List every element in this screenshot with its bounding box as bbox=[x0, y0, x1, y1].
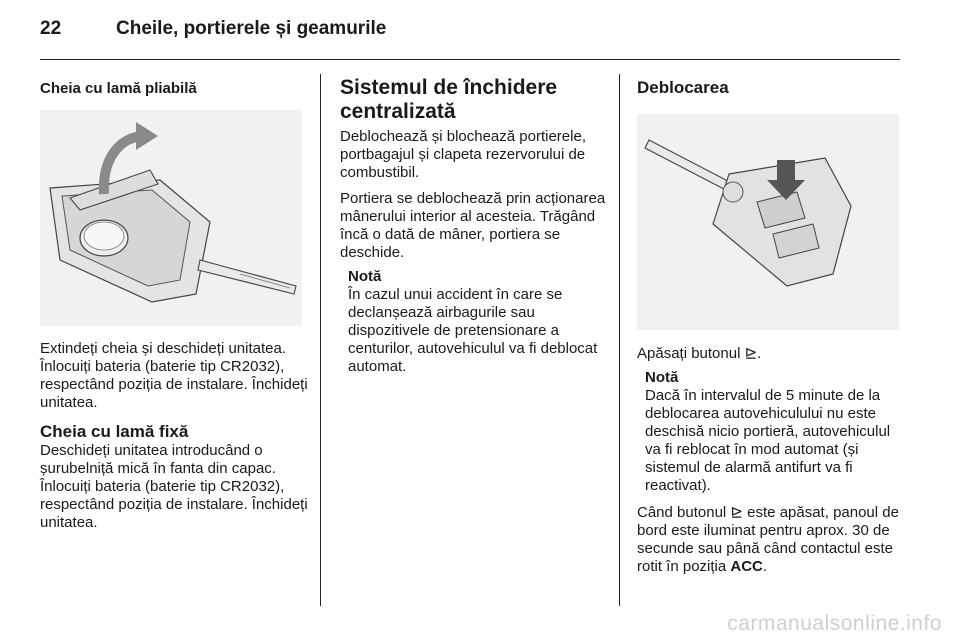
press-button-line: Apăsați butonul ⊵. bbox=[637, 344, 762, 362]
remote-key-illustration bbox=[637, 114, 899, 330]
note-text: În cazul unui accident în care se declanșează airbagurile sau dispozitivele de pretensionare a centurilor, autovehiculul va fi deblocat automat. bbox=[348, 286, 598, 375]
paragraph: Portiera se deblochează prin acționarea mânerului interior al acesteia. Trăgând încă o dată de mâner, portiera se deschide. bbox=[340, 190, 606, 261]
header-divider bbox=[40, 59, 900, 60]
press-text: Apăsați butonul bbox=[637, 345, 741, 362]
column-middle bbox=[340, 74, 610, 384]
page-title: Cheile, portierele și geamurile bbox=[116, 18, 387, 39]
paragraph: Deschideți unitatea introducând o șurubelniță mică în fanta din capac. Înlocuiți bateria (baterie tip CR2032), respectând poziția de instalare. Închideți unitatea. bbox=[40, 442, 308, 531]
note-title: Notă bbox=[645, 369, 679, 386]
unlock-symbol-icon: ⊵ bbox=[744, 344, 758, 362]
column-divider bbox=[619, 74, 620, 606]
section-heading-folding-key: Cheia cu lamă pliabilă bbox=[40, 80, 197, 97]
note-text: Dacă în intervalul de 5 minute de la deblocarea autovehiculului nu este deschisă nicio portieră, autovehiculul va fi reblocat în mod automat (și sistemul de alarmă antifurt va fi reactivat). bbox=[645, 387, 891, 494]
folding-key-illustration bbox=[40, 110, 302, 326]
section-heading-fixed-key: Cheia cu lamă fixă bbox=[40, 422, 189, 441]
watermark: carmanualsonline.info bbox=[727, 612, 942, 635]
paragraph: Când butonul ⊵ este apăsat, panoul de bord este iluminat pentru aprox. 30 de secunde sau până când contactul este rotit în poziția ACC. bbox=[637, 503, 899, 575]
page-number: 22 bbox=[40, 18, 62, 39]
paragraph: Deblochează și blochează portierele, portbagajul și clapeta rezervorului de combustibil. bbox=[340, 128, 586, 181]
note-box bbox=[340, 268, 610, 376]
remote-unlock-button-icon bbox=[637, 114, 899, 330]
column-right bbox=[637, 74, 905, 576]
section-heading-unlocking: Deblocarea bbox=[637, 78, 729, 97]
paragraph: Extindeți cheia și deschideți unitatea. Înlocuiți bateria (baterie tip CR2032), respectând poziția de instalare. Închideți unitatea. bbox=[40, 340, 308, 411]
note-title: Notă bbox=[348, 268, 382, 285]
folding-key-battery-icon bbox=[40, 110, 302, 326]
unlock-symbol-icon: ⊵ bbox=[730, 503, 743, 521]
column-divider bbox=[320, 74, 321, 606]
section-heading-central-locking: Sistemul de închidere centralizată bbox=[340, 76, 558, 123]
acc-position: ACC bbox=[730, 558, 763, 575]
note-box bbox=[637, 369, 905, 495]
column-left bbox=[40, 74, 308, 532]
